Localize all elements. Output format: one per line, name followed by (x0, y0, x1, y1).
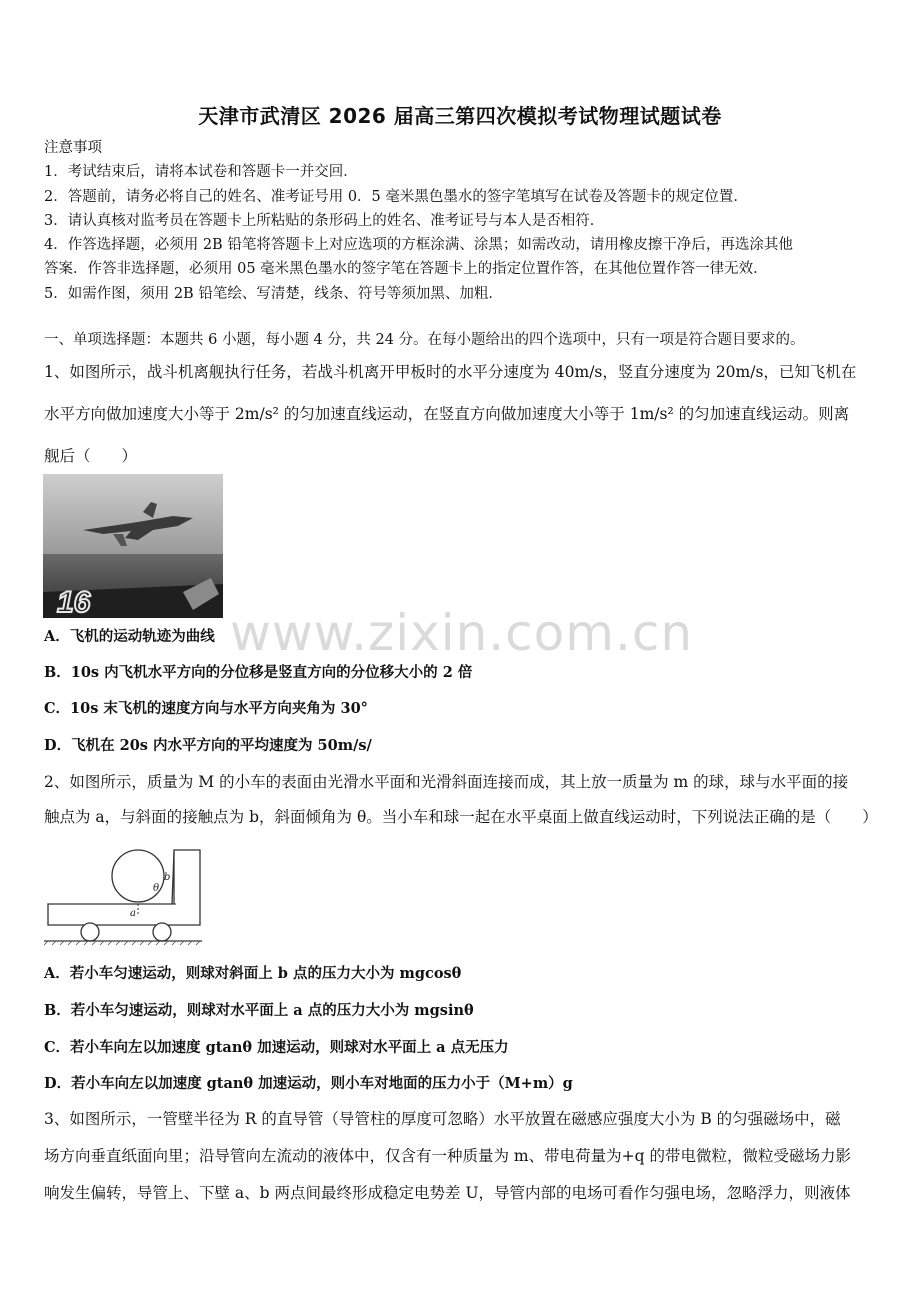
option-c: C．若小车向左以加速度 gtanθ 加速运动，则球对水平面上 a 点无压力 (44, 1039, 509, 1056)
cart-ball-diagram (44, 844, 204, 946)
label-b: b (164, 872, 171, 883)
question-1-line: 1、如图所示，战斗机离舰执行任务，若战斗机离开甲板时的水平分速度为 40m/s，竖直分速度为 20m/s，已知飞机在 (44, 363, 857, 381)
page-title: 天津市武清区 2026 届高三第四次模拟考试物理试题试卷 (198, 104, 722, 128)
option-d: D．若小车向左以加速度 gtanθ 加速运动，则小车对地面的压力小于（M+m）g (44, 1075, 573, 1092)
notice-item: 3．请认真核对监考员在答题卡上所粘贴的条形码上的姓名、准考证号与本人是否相符． (44, 213, 605, 229)
notice-item: 答案．作答非选择题，必须用 05 毫米黑色墨水的签字笔在答题卡上的指定位置作答，在其他位置作答一律无效． (44, 261, 768, 277)
notice-item: 5．如需作图，须用 2B 铅笔绘、写清楚，线条、符号等须加黑、加粗． (44, 286, 503, 302)
question-2-line: 触点为 a，与斜面的接触点为 b，斜面倾角为 θ。当小车和球一起在水平桌面上做直线运动时，下列说法正确的是（ ） (44, 808, 878, 826)
question-3-line: 3、如图所示，一管壁半径为 R 的直导管（导管柱的厚度可忽略）水平放置在磁感应强度大小为 B 的匀强磁场中，磁 (44, 1110, 841, 1128)
label-theta: θ (153, 883, 160, 894)
section-heading: 一、单项选择题：本题共 6 小题，每小题 4 分，共 24 分。在每小题给出的四个选项中，只有一项是符合题目要求的。 (44, 332, 805, 348)
option-a: A．若小车匀速运动，则球对斜面上 b 点的压力大小为 mgcosθ (44, 965, 462, 982)
option-d: D．飞机在 20s 内水平方向的平均速度为 50m/s/ (44, 737, 372, 754)
option-c: C．10s 末飞机的速度方向与水平方向夹角为 30° (44, 700, 368, 717)
question-3-line: 场方向垂直纸面向里；沿导管向左流动的液体中，仅含有一种质量为 m、带电荷量为+q 的带电微粒，微粒受磁场力影 (44, 1147, 851, 1165)
watermark: www.zixin.com.cn (230, 604, 694, 662)
question-1-line: 舰后（ ） (44, 447, 138, 465)
notice-item: 4．作答选择题，必须用 2B 铅笔将答题卡上对应选项的方框涂满、涂黑；如需改动，请用橡皮擦干净后，再选涂其他 (44, 237, 793, 253)
deck-number: 16 (57, 586, 91, 618)
notice-heading: 注意事项 (44, 140, 102, 156)
notice-item: 1．考试结束后，请将本试卷和答题卡一并交回． (44, 164, 358, 180)
option-a: A．飞机的运动轨迹为曲线 (44, 628, 215, 645)
notice-item: 2．答题前，请务必将自己的姓名、准考证号用 0．5 毫米黑色墨水的签字笔填写在试卷及答题卡的规定位置． (44, 189, 748, 205)
option-b: B．10s 内飞机水平方向的分位移是竖直方向的分位移大小的 2 倍 (44, 664, 473, 681)
label-a: a (130, 908, 136, 919)
option-b: B．若小车匀速运动，则球对水平面上 a 点的压力大小为 mgsinθ (44, 1002, 474, 1019)
fighter-jet-photo (43, 474, 223, 618)
question-2-line: 2、如图所示，质量为 M 的小车的表面由光滑水平面和光滑斜面连接而成，其上放一质量为 m 的球，球与水平面的接 (44, 773, 849, 791)
question-1-line: 水平方向做加速度大小等于 2m/s² 的匀加速直线运动，在竖直方向做加速度大小等于 1m/s² 的匀加速直线运动。则离 (44, 405, 850, 423)
question-3-line: 响发生偏转，导管上、下壁 a、b 两点间最终形成稳定电势差 U，导管内部的电场可看作匀强电场，忽略浮力，则液体 (44, 1184, 851, 1202)
